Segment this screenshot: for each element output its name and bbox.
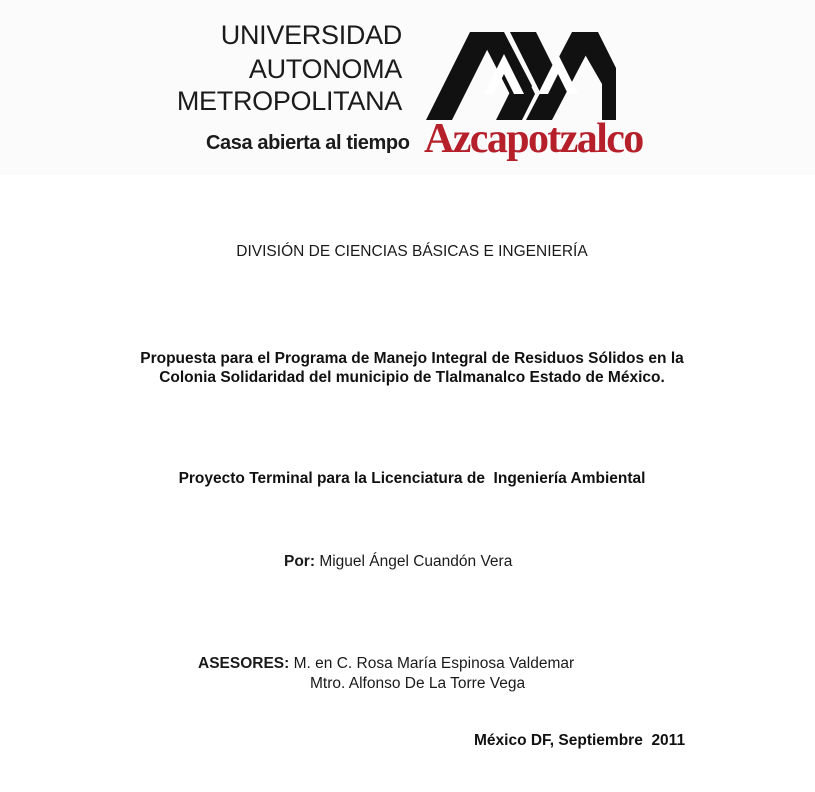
- advisors-block: [198, 654, 574, 694]
- university-name-line-3: METROPOLITANA: [176, 86, 402, 116]
- document-title: [0, 349, 815, 387]
- title-line-2: Colonia Solidaridad del municipio de Tlalmanalco Estado de México.: [159, 369, 665, 386]
- uam-logo-icon: [426, 24, 616, 122]
- author-line: [284, 553, 512, 571]
- campus-name: Azcapotzalco: [424, 116, 643, 162]
- university-name-line-1: UNIVERSIDAD: [220, 20, 402, 50]
- author-name: Miguel Ángel Cuandón Vera: [319, 553, 513, 570]
- advisor-name-1: M. en C. Rosa María Espinosa Valdemar: [293, 655, 575, 672]
- advisor-row-1: [198, 654, 574, 674]
- author-label: Por:: [284, 553, 315, 570]
- university-tagline: Casa abierta al tiempo: [206, 132, 410, 154]
- project-subtitle: Proyecto Terminal para la Licenciatura de Ingeniería Ambiental: [178, 470, 646, 487]
- university-name-line-2: AUTONOMA: [248, 54, 402, 84]
- advisor-row-2: [198, 674, 574, 694]
- advisor-name-2: Mtro. Alfonso De La Torre Vega: [310, 675, 526, 692]
- university-logo: [176, 16, 643, 166]
- advisors-label: ASESORES:: [198, 655, 290, 672]
- division-heading: DIVISIÓN DE CIENCIAS BÁSICAS E INGENIERÍA: [236, 243, 588, 260]
- title-line-1: Propuesta para el Programa de Manejo Integral de Residuos Sólidos en la: [140, 350, 684, 367]
- place-date: México DF, Septiembre 2011: [474, 732, 686, 749]
